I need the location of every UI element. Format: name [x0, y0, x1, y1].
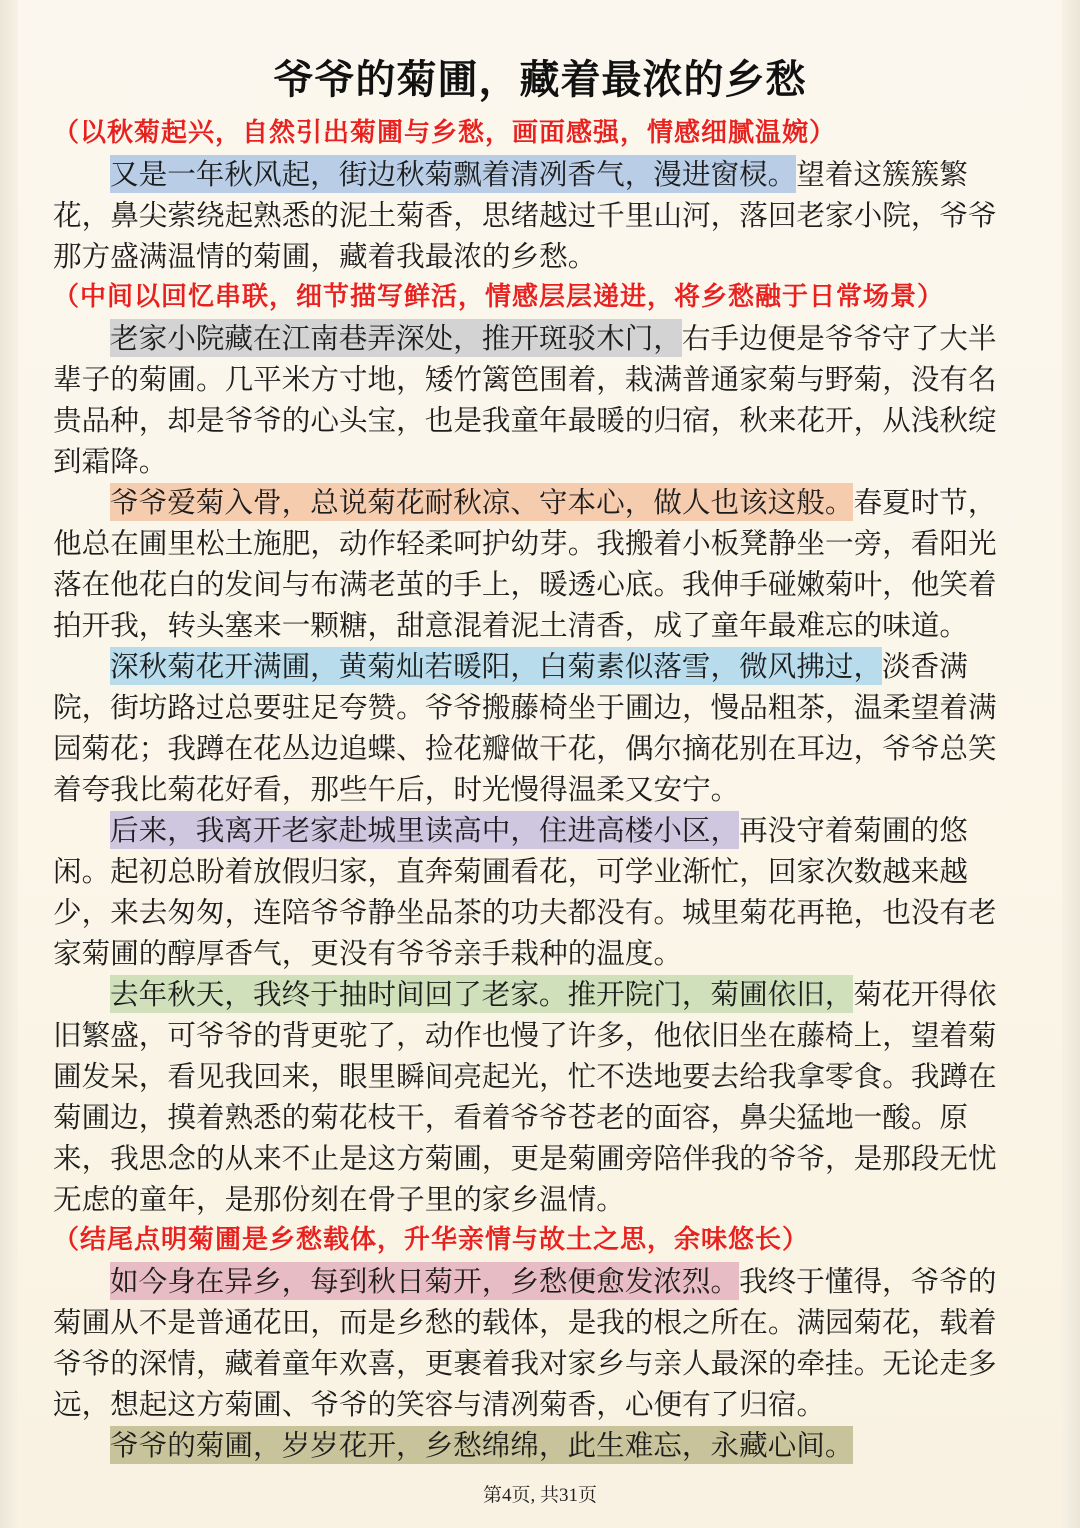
text-line: 着夸我比菊花好看，那些午后，时光慢得温柔又安宁。 [53, 772, 740, 806]
text-line [53, 1261, 1018, 1302]
text-line [53, 318, 1018, 359]
text-line: 辈子的菊圃。几平米方寸地，矮竹篱笆围着，栽满普通家菊与野菊，没有名 [53, 362, 997, 396]
annotation-ending: （结尾点明菊圃是乡愁载体，升华亲情与故土之思，余味悠长） [53, 1225, 810, 1255]
text-line: 旧繁盛，可爷爷的背更驼了，动作也慢了许多，他依旧坐在藤椅上，望着菊 [53, 1018, 997, 1052]
text-line [53, 974, 1018, 1015]
annotation-intro: （以秋菊起兴，自然引出菊圃与乡愁，画面感强，情感细腻温婉） [53, 118, 837, 148]
text-span: 我终于懂得，爷爷的 [739, 1264, 997, 1298]
text-line: 无虑的童年，是那份刻在骨子里的家乡温情。 [53, 1182, 625, 1216]
highlight-span: 爷爷的菊圃，岁岁花开，乡愁绵绵，此生难忘，永藏心间。 [110, 1428, 854, 1462]
text-line [53, 1425, 1018, 1466]
text-line: 圃发呆，看见我回来，眼里瞬间亮起光，忙不迭地要去给我拿零食。我蹲在 [53, 1059, 997, 1093]
paragraph-1 [53, 154, 1018, 277]
paragraph-2 [53, 318, 1018, 482]
highlight-span: 如今身在异乡，每到秋日菊开，乡愁便愈发浓烈。 [110, 1264, 740, 1298]
text-line [53, 482, 1018, 523]
text-span: 右手边便是爷爷守了大半 [681, 321, 997, 355]
text-line: 贵品种，却是爷爷的心头宝，也是我童年最暖的归宿，秋来花开，从浅秋绽 [53, 403, 997, 437]
text-line: 花，鼻尖萦绕起熟悉的泥土菊香，思绪越过千里山河，落回老家小院，爷爷 [53, 198, 997, 232]
highlight-span: 去年秋天，我终于抽时间回了老家。推开院门，菊圃依旧， [110, 977, 854, 1011]
text-line: 他总在圃里松土施肥，动作轻柔呵护幼芽。我搬着小板凳静坐一旁，看阳光 [53, 526, 997, 560]
text-line: 家菊圃的醇厚香气，更没有爷爷亲手栽种的温度。 [53, 936, 683, 970]
text-line [53, 154, 1018, 195]
highlight-span: 又是一年秋风起，街边秋菊飘着清冽香气，漫进窗棂。 [110, 157, 797, 191]
paragraph-3 [53, 482, 1018, 646]
text-span: 望着这簇簇繁 [796, 157, 968, 191]
paragraph-6 [53, 974, 1018, 1220]
text-span: 再没守着菊圃的悠 [739, 813, 968, 847]
text-line [53, 810, 1018, 851]
text-line: 院，街坊路过总要驻足夸赞。爷爷搬藤椅坐于圃边，慢品粗茶，温柔望着满 [53, 690, 997, 724]
text-line: 那方盛满温情的菊圃，藏着我最浓的乡愁。 [53, 239, 597, 273]
paragraph-4 [53, 646, 1018, 810]
text-span: 春夏时节， [853, 485, 997, 519]
text-line: 爷爷的深情，藏着童年欢喜，更裹着我对家乡与亲人最深的牵挂。无论走多 [53, 1346, 997, 1380]
text-span: 菊花开得依 [853, 977, 997, 1011]
text-line: 来，我思念的从来不止是这方菊圃，更是菊圃旁陪伴我的爷爷，是那段无忧 [53, 1141, 997, 1175]
highlight-span: 后来，我离开老家赴城里读高中，住进高楼小区， [110, 813, 740, 847]
text-line: 拍开我，转头塞来一颗糖，甜意混着泥土清香，成了童年最难忘的味道。 [53, 608, 969, 642]
text-line: 菊圃边，摸着熟悉的菊花枝干，看着爷爷苍老的面容，鼻尖猛地一酸。原 [53, 1100, 969, 1134]
annotation-middle: （中间以回忆串联，细节描写鲜活，情感层层递进，将乡愁融于日常场景） [53, 282, 945, 312]
essay-body [53, 113, 1018, 1466]
page-title: 爷爷的菊圃，藏着最浓的乡愁 [273, 56, 807, 103]
text-line: 菊圃从不是普通花田，而是乡愁的载体，是我的根之所在。满园菊花，载着 [53, 1305, 997, 1339]
highlight-span: 老家小院藏在江南巷弄深处，推开斑驳木门， [110, 321, 682, 355]
page-edge-left [0, 0, 18, 1528]
text-line: 少，来去匆匆，连陪爷爷静坐品茶的功夫都没有。城里菊花再艳，也没有老 [53, 895, 997, 929]
text-line: 闲。起初总盼着放假归家，直奔菊圃看花，可学业渐忙，回家次数越来越 [53, 854, 969, 888]
page-number: 第4页, 共31页 [482, 1485, 597, 1506]
text-span: 淡香满 [882, 649, 968, 683]
text-line: 到霜降。 [53, 444, 168, 478]
paragraph-7 [53, 1261, 1018, 1425]
paragraph-8 [53, 1425, 1018, 1466]
text-line [53, 646, 1018, 687]
text-line: 园菊花；我蹲在花丛边追蝶、捡花瓣做干花，偶尔摘花别在耳边，爷爷总笑 [53, 731, 997, 765]
text-line: 远，想起这方菊圃、爷爷的笑容与清冽菊香，心便有了归宿。 [53, 1387, 826, 1421]
text-line: 落在他花白的发间与布满老茧的手上，暖透心底。我伸手碰嫩菊叶，他笑着 [53, 567, 997, 601]
highlight-span: 爷爷爱菊入骨，总说菊花耐秋凉、守本心，做人也该这般。 [110, 485, 854, 519]
paragraph-5 [53, 810, 1018, 974]
highlight-span: 深秋菊花开满圃，黄菊灿若暖阳，白菊素似落雪，微风拂过， [110, 649, 883, 683]
page-edge-right [1062, 0, 1080, 1528]
